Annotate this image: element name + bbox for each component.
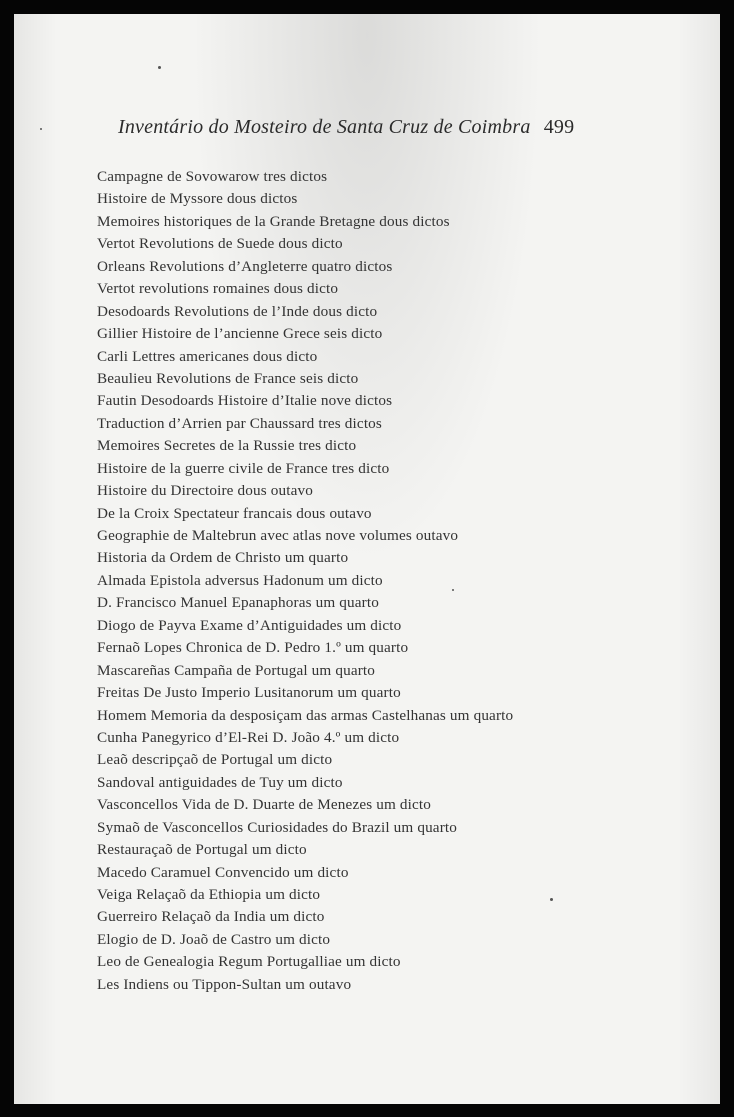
list-item: Gillier Histoire de l’ancienne Grece seis dicto xyxy=(97,325,383,343)
list-item: Macedo Caramuel Convencido um dicto xyxy=(97,863,349,881)
list-item: Sandoval antiguidades de Tuy um dicto xyxy=(97,773,343,791)
list-item: Historia da Ordem de Christo um quarto xyxy=(97,549,349,567)
list-item: Histoire de la guerre civile de France tres dicto xyxy=(97,459,390,477)
list-item: Fernaõ Lopes Chronica de D. Pedro 1.º um quarto xyxy=(97,639,409,657)
list-item: Symaõ de Vasconcellos Curiosidades do Brazil um quarto xyxy=(97,818,458,836)
list-item: Almada Epistola adversus Hadonum um dicto xyxy=(97,571,383,589)
list-item: Memoires historiques de la Grande Bretagne dous dictos xyxy=(97,212,450,230)
list-item: Homem Memoria da desposiçam das armas Castelhanas um quarto xyxy=(97,706,514,724)
list-item: Carli Lettres americanes dous dicto xyxy=(97,347,318,365)
list-item: Histoire du Directoire dous outavo xyxy=(97,482,313,500)
list-item: Campagne de Sovowarow tres dictos xyxy=(97,168,328,185)
list-item: Geographie de Maltebrun avec atlas nove volumes outavo xyxy=(97,527,459,544)
list-item: Veiga Relaçaõ da Ethiopia um dicto xyxy=(97,886,321,903)
list-item: Guerreiro Relaçaõ da India um dicto xyxy=(97,908,325,926)
list-item: Orleans Revolutions d’Angleterre quatro dictos xyxy=(97,257,393,275)
list-item: Histoire de Myssore dous dictos xyxy=(97,190,298,208)
list-item: D. Francisco Manuel Epanaphoras um quarto xyxy=(97,594,379,612)
inventory-list xyxy=(97,166,677,996)
list-item: Leo de Genealogia Regum Portugalliae um dicto xyxy=(97,953,401,971)
list-item: Cunha Panegyrico d’El-Rei D. João 4.º um dicto xyxy=(97,728,400,746)
dust-speck xyxy=(550,898,553,901)
list-item: Fautin Desodoards Histoire d’Italie nove dictos xyxy=(97,392,393,410)
list-item: Mascareñas Campaña de Portugal um quarto xyxy=(97,661,376,679)
list-item: Beaulieu Revolutions de France seis dicto xyxy=(97,369,359,387)
running-head xyxy=(118,116,588,139)
book-page xyxy=(14,14,720,1104)
dust-speck xyxy=(452,589,454,591)
list-item: Elogio de D. Joaõ de Castro um dicto xyxy=(97,930,331,948)
list-item: Freitas De Justo Imperio Lusitanorum um quarto xyxy=(97,684,401,702)
list-item: Desodoards Revolutions de l’Inde dous dicto xyxy=(97,302,378,320)
page-title: Inventário do Mosteiro de Santa Cruz de Coimbra xyxy=(118,116,531,138)
list-item: Vasconcellos Vida de D. Duarte de Menezes um dicto xyxy=(97,796,431,814)
list-item: De la Croix Spectateur francais dous outavo xyxy=(97,504,372,522)
list-item: Vertot Revolutions de Suede dous dicto xyxy=(97,235,343,253)
list-item: Restauraçaõ de Portugal um dicto xyxy=(97,841,307,859)
list-item: Memoires Secretes de la Russie tres dicto xyxy=(97,437,357,455)
page-number: 499 xyxy=(543,116,575,138)
list-item: Traduction d’Arrien par Chaussard tres dictos xyxy=(97,414,382,432)
list-item: Les Indiens ou Tippon-Sultan um outavo xyxy=(97,975,352,993)
list-item: Leaõ descripçaõ de Portugal um dicto xyxy=(97,751,333,769)
list-item: Diogo de Payva Exame d’Antiguidades um dicto xyxy=(97,616,402,634)
dust-speck xyxy=(158,66,161,69)
dust-speck xyxy=(40,128,42,130)
list-item: Vertot revolutions romaines dous dicto xyxy=(97,280,339,298)
